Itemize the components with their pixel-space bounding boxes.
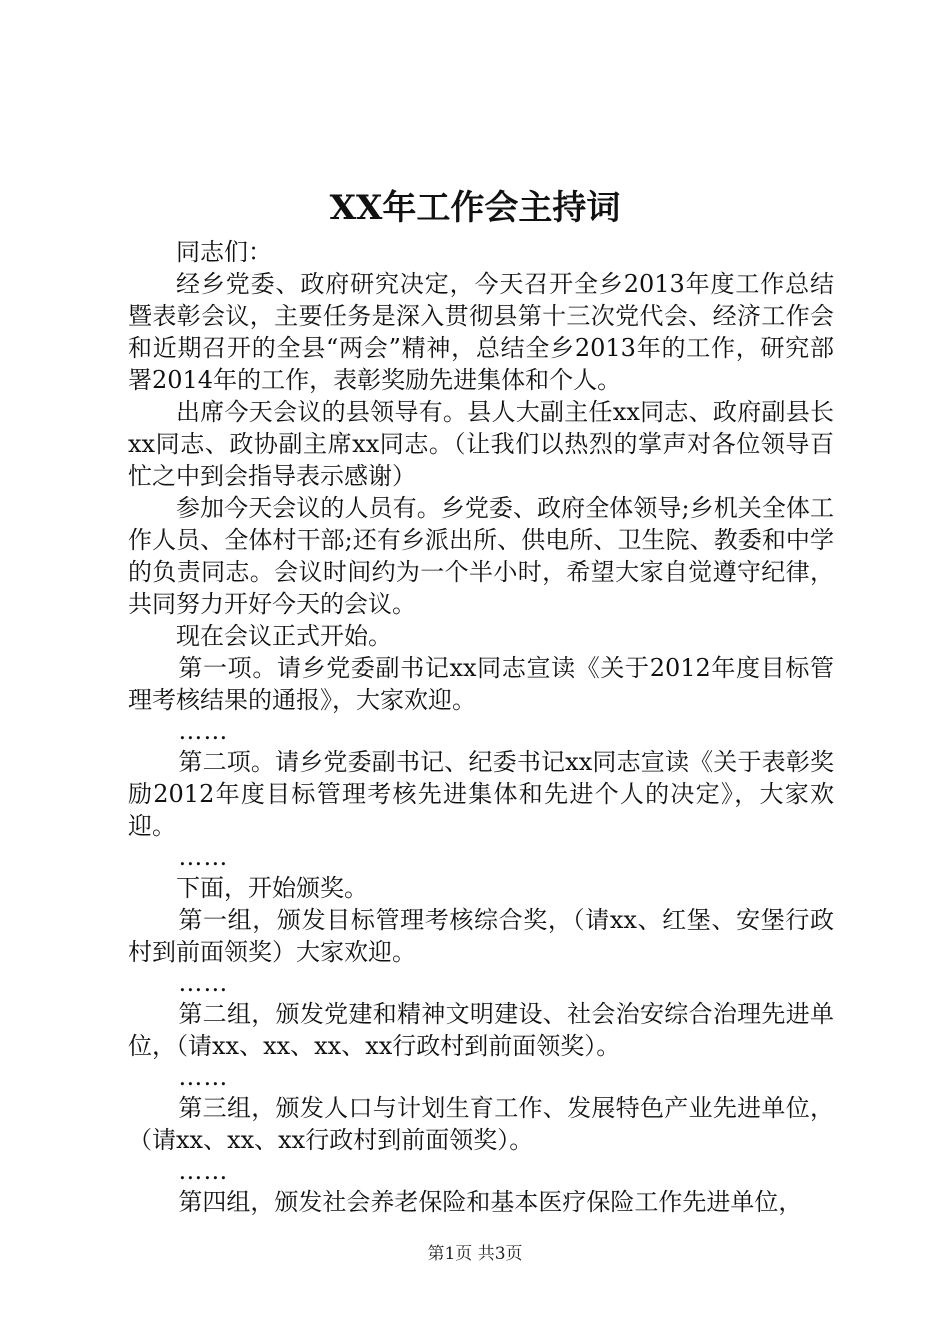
ellipsis-line: …… xyxy=(178,1063,229,1091)
page-number-footer: 第1页 共3页 xyxy=(427,1244,523,1264)
paragraph-salutation: 同志们： xyxy=(176,238,272,266)
paragraph-group-3: 第三组，颁发人口与计划生育工作、发展特色产业先进单位，（请xx、xx、xx行政村到前面领奖）。 xyxy=(128,1094,834,1154)
ellipsis-line: …… xyxy=(178,843,229,871)
paragraph-group-1: 第一组，颁发目标管理考核综合奖，（请xx、红堡、安堡行政村到前面领奖）大家欢迎。 xyxy=(128,906,834,966)
paragraph-award-start: 下面，开始颁奖。 xyxy=(176,874,368,902)
paragraph-item-1: 第一项。请乡党委副书记xx同志宣读《关于2012年度目标管理考核结果的通报》，大家欢迎。 xyxy=(128,654,834,714)
paragraph-meeting-start: 现在会议正式开始。 xyxy=(176,622,392,650)
document-body xyxy=(128,236,834,1218)
ellipsis-line: …… xyxy=(178,1157,229,1185)
paragraph-item-2: 第二项。请乡党委副书记、纪委书记xx同志宣读《关于表彰奖励2012年度目标管理考核先进集体和先进个人的决定》，大家欢迎。 xyxy=(128,748,834,840)
paragraph-meeting-purpose: 经乡党委、政府研究决定，今天召开全乡2013年度工作总结暨表彰会议，主要任务是深入贯彻县第十三次党代会、经济工作会和近期召开的全县“两会”精神，总结全乡2013年的工作，研究部署2014年的工作，表彰奖励先进集体和个人。 xyxy=(128,270,834,394)
document-title: XX年工作会主持词 xyxy=(329,188,621,228)
ellipsis-line: …… xyxy=(178,969,229,997)
paragraph-group-4: 第四组，颁发社会养老保险和基本医疗保险工作先进单位， xyxy=(178,1188,803,1216)
paragraph-group-2: 第二组，颁发党建和精神文明建设、社会治安综合治理先进单位，（请xx、xx、xx、xx行政村到前面领奖）。 xyxy=(128,1000,834,1060)
paragraph-attending-leaders: 出席今天会议的县领导有。县人大副主任xx同志、政府副县长xx同志、政协副主席xx同志。（让我们以热烈的掌声对各位领导百忙之中到会指导表示感谢） xyxy=(128,398,834,490)
ellipsis-line: …… xyxy=(178,717,229,745)
paragraph-participants: 参加今天会议的人员有。乡党委、政府全体领导;乡机关全体工作人员、全体村干部;还有乡派出所、供电所、卫生院、教委和中学的负责同志。会议时间约为一个半小时，希望大家自觉遵守纪律，共同努力开好今天的会议。 xyxy=(128,494,834,618)
